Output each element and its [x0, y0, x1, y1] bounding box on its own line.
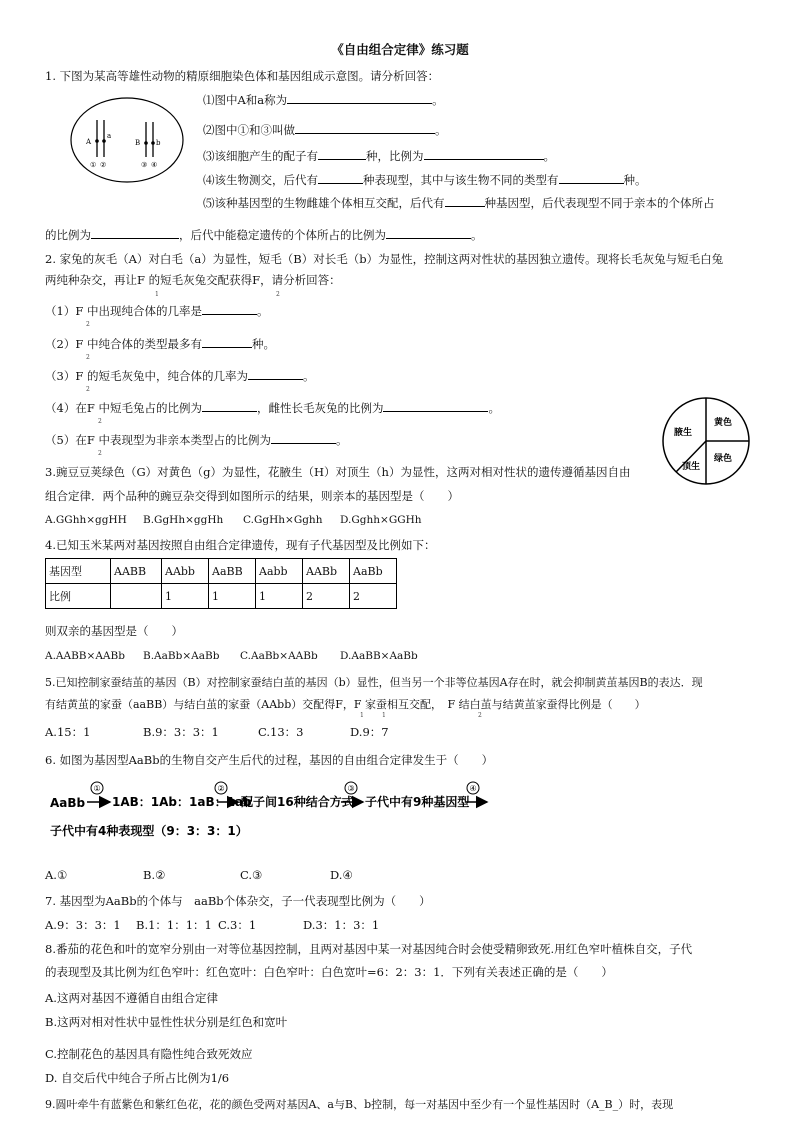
q9-line1: 9.圆叶牵牛有蓝紫色和紫红色花，花的颜色受两对基因A、a与B、b控制，每一对基因中至少有一个显性基因时（A_B_）时，表现: [45, 1098, 674, 1111]
q8-option-a: A.这两对基因不遵循自由组合定律: [45, 991, 218, 1005]
flow-step: 1AB：1Ab：1aB：1ab: [112, 795, 252, 809]
subscript: 1: [382, 712, 386, 719]
q6-line1: 6. 如图为基因型AaBb的生物自交产生后代的过程，基因的自由组合定律发生于（ ）: [45, 753, 494, 767]
step-marker: ④: [469, 784, 477, 793]
step-marker: ①: [93, 784, 101, 793]
table-row: [46, 584, 397, 609]
q5-line1: 5.已知控制家蚕结茧的基因（B）对控制家蚕结白茧的基因（b）显性，但当另一个非等位基因A存在时，就会抑制黄茧基因B的表达．现: [45, 676, 703, 689]
q2-p1: （1）F 中出现纯合体的几率是 。: [45, 304, 269, 318]
q1-s4: ⑷该生物测交，后代有 种表现型，其中与该生物不同的类型有 种。: [203, 173, 647, 187]
table-cell: 2: [350, 584, 397, 609]
gene-label: B: [135, 139, 141, 147]
flow-step: 子代中有9种基因型: [365, 795, 470, 809]
step-marker: ②: [217, 784, 225, 793]
gene-label: A: [86, 138, 92, 146]
meiosis-flow-diagram: [45, 780, 505, 845]
q5-option-a: A.15：1: [45, 725, 91, 739]
subscript: 2: [86, 354, 90, 361]
subscript: 2: [98, 418, 102, 425]
q4-option-c: C.AaBb×AABb: [240, 650, 318, 662]
pie-label-yellow: 黄色: [714, 418, 733, 428]
chromosome-label: ②: [100, 161, 107, 169]
q4-line1: 4.已知玉米某两对基因按照自由组合定律遗传，现有子代基因型及比例如下：: [45, 538, 436, 552]
q4-option-b: B.AaBb×AaBb: [143, 650, 220, 662]
q7-option-b: B.1：1：1：1: [136, 918, 212, 932]
table-row: [46, 559, 397, 584]
q3-option-c: C.GgHh×Gghh: [243, 514, 323, 526]
q7-option-d: D.3：1：3：1: [303, 918, 380, 932]
q3-option-d: D.Gghh×GGHh: [340, 514, 422, 526]
table-cell: 1: [162, 584, 209, 609]
subscript: 1: [360, 712, 364, 719]
subscript: 2: [478, 712, 482, 719]
pie-label-terminal: 顶生: [682, 462, 701, 472]
cell-diagram: [68, 95, 186, 185]
gene-label: b: [156, 139, 161, 147]
subscript: 2: [86, 386, 90, 393]
genotype-table: [45, 558, 397, 609]
q2-line1: 2. 家兔的灰毛（A）对白毛（a）为显性，短毛（B）对长毛（b）为显性，控制这两对性状的基因独立遗传。现将长毛灰兔与短毛白兔: [45, 252, 724, 266]
pie-label-axillary: 腋生: [674, 428, 693, 438]
gene-label: a: [107, 132, 112, 140]
chromosome-label: ④: [151, 161, 158, 169]
table-cell: 2: [303, 584, 350, 609]
q3-line1: 3.豌豆豆荚绿色（G）对黄色（g）为显性，花腋生（H）对顶生（h）为显性，这两对相对性状的遗传遵循基因自由: [45, 465, 631, 479]
q6-option-a: A.①: [45, 868, 68, 882]
q5-option-b: B.9：3：3：1: [143, 725, 219, 739]
table-cell: AAbb: [162, 559, 209, 584]
q2-p2: （2）F 中纯合体的类型最多有 种。: [45, 337, 275, 351]
flow-step: 子代中有4种表现型（9：3：3：1）: [50, 824, 248, 838]
table-cell: AaBb: [350, 559, 397, 584]
q4-option-a: A.AABB×AABb: [45, 650, 125, 662]
subscript: 1: [155, 291, 159, 298]
q8-option-c: C.控制花色的基因具有隐性纯合致死效应: [45, 1047, 253, 1061]
q5-option-c: C.13：3: [258, 725, 304, 739]
q8-line2: 的表现型及其比例为红色窄叶：红色宽叶：白色窄叶：白色宽叶=6：2：3：1．下列有关表述正确的是（ ）: [45, 965, 613, 979]
q4-option-d: D.AaBB×AaBb: [340, 650, 418, 662]
flow-step: AaBb: [50, 796, 86, 810]
q1-s1: ⑴图中A和a称为 。: [203, 93, 444, 107]
q3-option-a: A.GGhh×ggHH: [45, 514, 127, 526]
chromosome-label: ③: [141, 161, 148, 169]
q1-s5-cont: 的比例为 ，后代中能稳定遗传的个体所占的比例为 。: [45, 228, 483, 242]
q8-option-b: B.这两对相对性状中显性性状分别是红色和宽叶: [45, 1015, 288, 1029]
q2-line2: 两纯种杂交，再让F 的短毛灰兔交配获得F，请分析回答：: [45, 273, 341, 287]
q3-option-b: B.GgHh×ggHh: [143, 514, 224, 526]
q6-option-b: B.②: [143, 868, 166, 882]
subscript: 2: [98, 450, 102, 457]
q2-p5: （5）在F 中表现型为非亲本类型占的比例为 。: [45, 433, 348, 447]
q1-s5: ⑸该种基因型的生物雌雄个体相互交配，后代有 种基因型，后代表现型不同于亲本的个体所占: [203, 196, 715, 210]
table-cell: Aabb: [256, 559, 303, 584]
q8-line1: 8.番茄的花色和叶的宽窄分别由一对等位基因控制，且两对基因中某一对基因纯合时会使受精卵致死.用红色窄叶植株自交，子代: [45, 942, 693, 956]
q2-p3: （3）F 的短毛灰兔中，纯合体的几率为 。: [45, 369, 315, 383]
q1-s2: ⑵图中①和③叫做 。: [203, 123, 447, 137]
subscript: 2: [86, 321, 90, 328]
table-cell: 1: [209, 584, 256, 609]
q8-option-d: D. 自交后代中纯合子所占比例为1/6: [45, 1071, 230, 1085]
pie-label-green: 绿色: [714, 454, 733, 464]
q6-option-d: D.④: [330, 868, 353, 882]
table-cell: 比例: [46, 584, 111, 609]
q1-s3: ⑶该细胞产生的配子有 种，比例为 。: [203, 149, 555, 163]
table-cell: AaBB: [209, 559, 256, 584]
pea-pie-chart: [660, 395, 752, 487]
q7-option-c: C.3：1: [218, 918, 257, 932]
q7-line1: 7. 基因型为AaBb的个体与 aaBb个体杂交，子一代表现型比例为（ ）: [45, 894, 431, 908]
q4-line2: 则双亲的基因型是（ ）: [45, 624, 183, 638]
step-marker: ③: [347, 784, 355, 793]
q3-line2: 组合定律．两个品种的豌豆杂交得到如图所示的结果，则亲本的基因型是（ ）: [45, 489, 459, 503]
subscript: 2: [276, 291, 280, 298]
q6-option-c: C.③: [240, 868, 263, 882]
table-cell: [111, 584, 162, 609]
q2-p4: （4）在F 中短毛兔占的比例为 ，雌性长毛灰兔的比例为 。: [45, 401, 500, 415]
q5-option-d: D.9：7: [350, 725, 389, 739]
table-cell: 1: [256, 584, 303, 609]
q5-line2: 有结黄茧的家蚕（aaBB）与结白茧的家蚕（AAbb）交配得F，F 家蚕相互交配， F 结白茧与结黄茧家蚕得比例是（ ）: [45, 698, 646, 711]
q1-intro: 1. 下图为某高等雄性动物的精原细胞染色体和基因组成示意图。请分析回答：: [45, 69, 440, 83]
chromosome-label: ①: [90, 161, 97, 169]
table-cell: AABB: [111, 559, 162, 584]
page-title: 《自由组合定律》练习题: [331, 42, 469, 57]
table-cell: AABb: [303, 559, 350, 584]
flow-step: 配子间16种结合方式: [241, 795, 354, 809]
table-cell: 基因型: [46, 559, 111, 584]
q7-option-a: A.9：3：3：1: [45, 918, 121, 932]
